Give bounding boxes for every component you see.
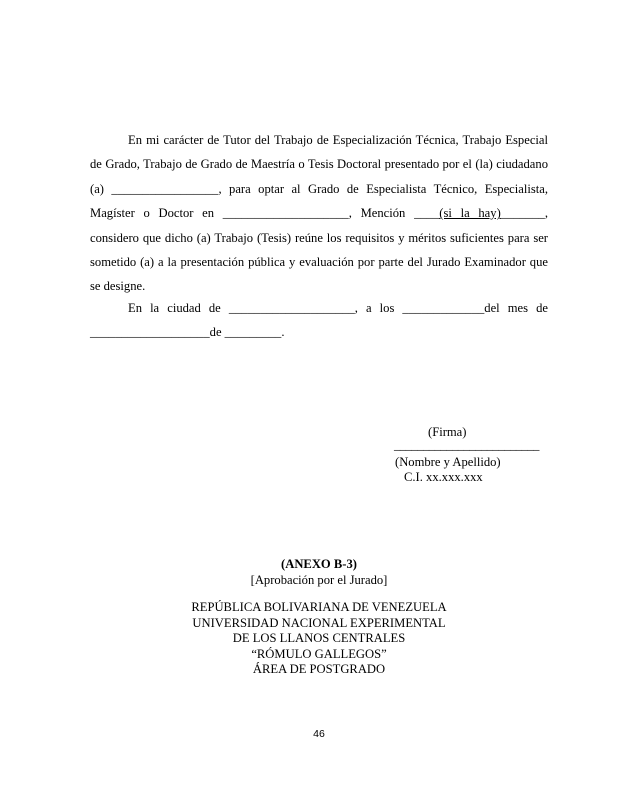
tutor-statement-text-a: En mi carácter de Tutor del Trabajo de Especialización Técnica, Trabajo Especial de Grado, Trabajo de Grado de Maestría o Tesis Doctoral presentado por el (la) ciudadano (a) _________________, para optar al Grado de Especialista Técnico, Especialista, Magíster o Doctor en ____________________, Mención ____ <box>90 133 548 221</box>
page-number: 46 <box>313 728 325 740</box>
annex-title: (ANEXO B-3) <box>281 557 357 571</box>
institution-line: “RÓMULO GALLEGOS” <box>251 646 387 661</box>
tutor-statement-paragraph <box>90 128 548 299</box>
date-place-paragraph: En la ciudad de ____________________, a los _____________del mes de ___________________de _________. <box>90 301 548 340</box>
institution-line: REPÚBLICA BOLIVARIANA DE VENEZUELA <box>191 600 447 614</box>
institution-header <box>0 600 638 678</box>
institution-line: DE LOS LLANOS CENTRALES <box>232 631 406 646</box>
mention-optional-note: (si la hay) <box>439 206 501 221</box>
institution-line: UNIVERSIDAD NACIONAL EXPERIMENTAL <box>192 615 446 630</box>
signature-label: (Firma) <box>428 425 467 439</box>
signer-id-label: C.I. xx.xxx.xxx <box>404 470 483 484</box>
signature-line: _________________________ <box>394 438 539 452</box>
institution-line: ÁREA DE POSTGRADO <box>252 662 386 677</box>
annex-subtitle: [Aprobación por el Jurado] <box>250 573 388 587</box>
tutor-statement-text-b: _______, considero que dicho (a) Trabajo (Tesis) reúne los requisitos y méritos suficientes para ser sometido (a) a la presentación pública y evaluación por parte del Jurado Examinador que se designe. <box>90 206 548 294</box>
signer-name-label: (Nombre y Apellido) <box>395 455 501 469</box>
